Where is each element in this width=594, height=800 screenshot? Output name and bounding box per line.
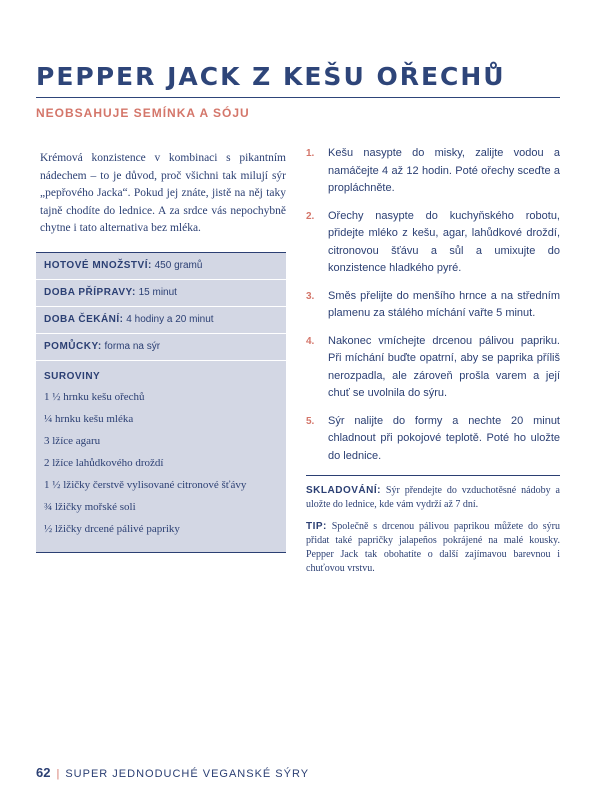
step-item	[306, 208, 560, 278]
page-footer	[36, 765, 309, 780]
page-number: 62	[36, 765, 51, 780]
step-number: 2.	[306, 210, 315, 222]
book-title: SUPER JEDNODUCHÉ VEGANSKÉ SÝRY	[65, 768, 310, 780]
step-item	[306, 413, 560, 466]
storage-label: SKLADOVÁNÍ:	[306, 485, 381, 496]
recipe-subtitle: NEOBSAHUJE SEMÍNKA A SÓJU	[36, 106, 250, 120]
ingredient-item: 3 lžíce agaru	[44, 434, 101, 447]
title-divider	[36, 97, 560, 98]
step-text: Nakonec vmíchejte drcenou pálivou papriku. Při míchání buďte opatrní, aby se paprika příliš nerozpadla, ale zároveň prošla varem a její chuť se uvolnila do sýru.	[328, 334, 560, 399]
tip-note	[306, 520, 560, 576]
recipe-info-box	[36, 252, 286, 553]
left-column	[36, 150, 286, 553]
ingredient-item: 1 ½ lžičky čerstvě vylisované citronové šťávy	[44, 478, 247, 491]
ingredient-item: ½ lžičky drcené pálivé papriky	[44, 522, 180, 535]
wait-time-label: DOBA ČEKÁNÍ:	[44, 313, 124, 325]
yield-row	[36, 253, 286, 280]
storage-text: Sýr přendejte do vzduchotěsné nádoby a uložte do lednice, kde vám vydrží až 7 dní.	[306, 485, 560, 510]
yield-label: HOTOVÉ MNOŽSTVÍ:	[44, 259, 152, 271]
step-text: Sýr nalijte do formy a nechte 20 minut chladnout při pokojové teplotě. Poté ho uložte do lednice.	[328, 414, 560, 462]
ingredient-item: ¼ hrnku kešu mléka	[44, 412, 134, 425]
step-text: Směs přelijte do menšího hrnce a na středním plamenu za stálého míchání vařte 5 minut.	[328, 289, 560, 319]
prep-time-value: 15 minut	[135, 286, 177, 298]
step-number: 1.	[306, 148, 315, 159]
prep-time-label: DOBA PŘÍPRAVY:	[44, 286, 136, 298]
tools-label: POMŮCKY:	[44, 340, 102, 352]
ingredient-item: 2 lžíce lahůdkového droždí	[44, 456, 164, 469]
step-item	[306, 145, 560, 198]
intro-paragraph: Krémová konzistence v kombinaci s pikantním nádechem – to je důvod, proč všichni tak milují sýr „pepřového Jacka“. Pokud jej znáte, jistě na něj taky tajně chodíte do lednice. A za srdce vás nepochybně chytne i tato alternativa bez mléka.	[40, 152, 286, 234]
step-number: 5.	[306, 415, 315, 427]
ingredients-heading: SUROVINY	[44, 370, 101, 382]
step-text: Ořechy nasypte do kuchyňského robotu, přidejte mléko z kešu, agar, lahůdkové droždí, citronovou šťávu a sůl a umixujte do konzistence hladkého pyré.	[328, 209, 560, 274]
tip-text: Společně s drcenou pálivou paprikou můžete do sýru přidat také papričky jalapeños pokrájené na malé kousky. Pepper Jack tak obohatíte o další zajímavou barevnou i chuťovou vrstvu.	[306, 521, 560, 574]
step-text: Kešu nasypte do misky, zalijte vodou a namáčejte 4 až 12 hodin. Poté ořechy sceďte a propláchněte.	[328, 147, 560, 194]
tip-label: TIP:	[306, 521, 327, 532]
wait-time-value: 4 hodiny a 20 minut	[123, 313, 214, 325]
ingredients-list	[36, 386, 286, 552]
step-item	[306, 333, 560, 403]
ingredient-item: ¾ lžičky mořské soli	[44, 500, 136, 513]
step-number: 4.	[306, 335, 315, 347]
wait-time-row	[36, 307, 286, 334]
tools-row	[36, 334, 286, 361]
footer-separator: |	[56, 768, 60, 780]
page-title: PEPPER JACK Z KEŠU OŘECHŮ	[36, 62, 506, 91]
storage-note	[306, 484, 560, 512]
yield-value: 450 gramů	[151, 259, 203, 271]
tools-value: forma na sýr	[101, 340, 161, 352]
steps-list	[306, 145, 560, 465]
prep-time-row	[36, 280, 286, 307]
ingredient-item: 1 ½ hrnku kešu ořechů	[44, 390, 145, 403]
step-number: 3.	[306, 290, 315, 302]
notes-section	[306, 475, 560, 576]
step-item	[306, 288, 560, 323]
right-column	[306, 145, 560, 584]
